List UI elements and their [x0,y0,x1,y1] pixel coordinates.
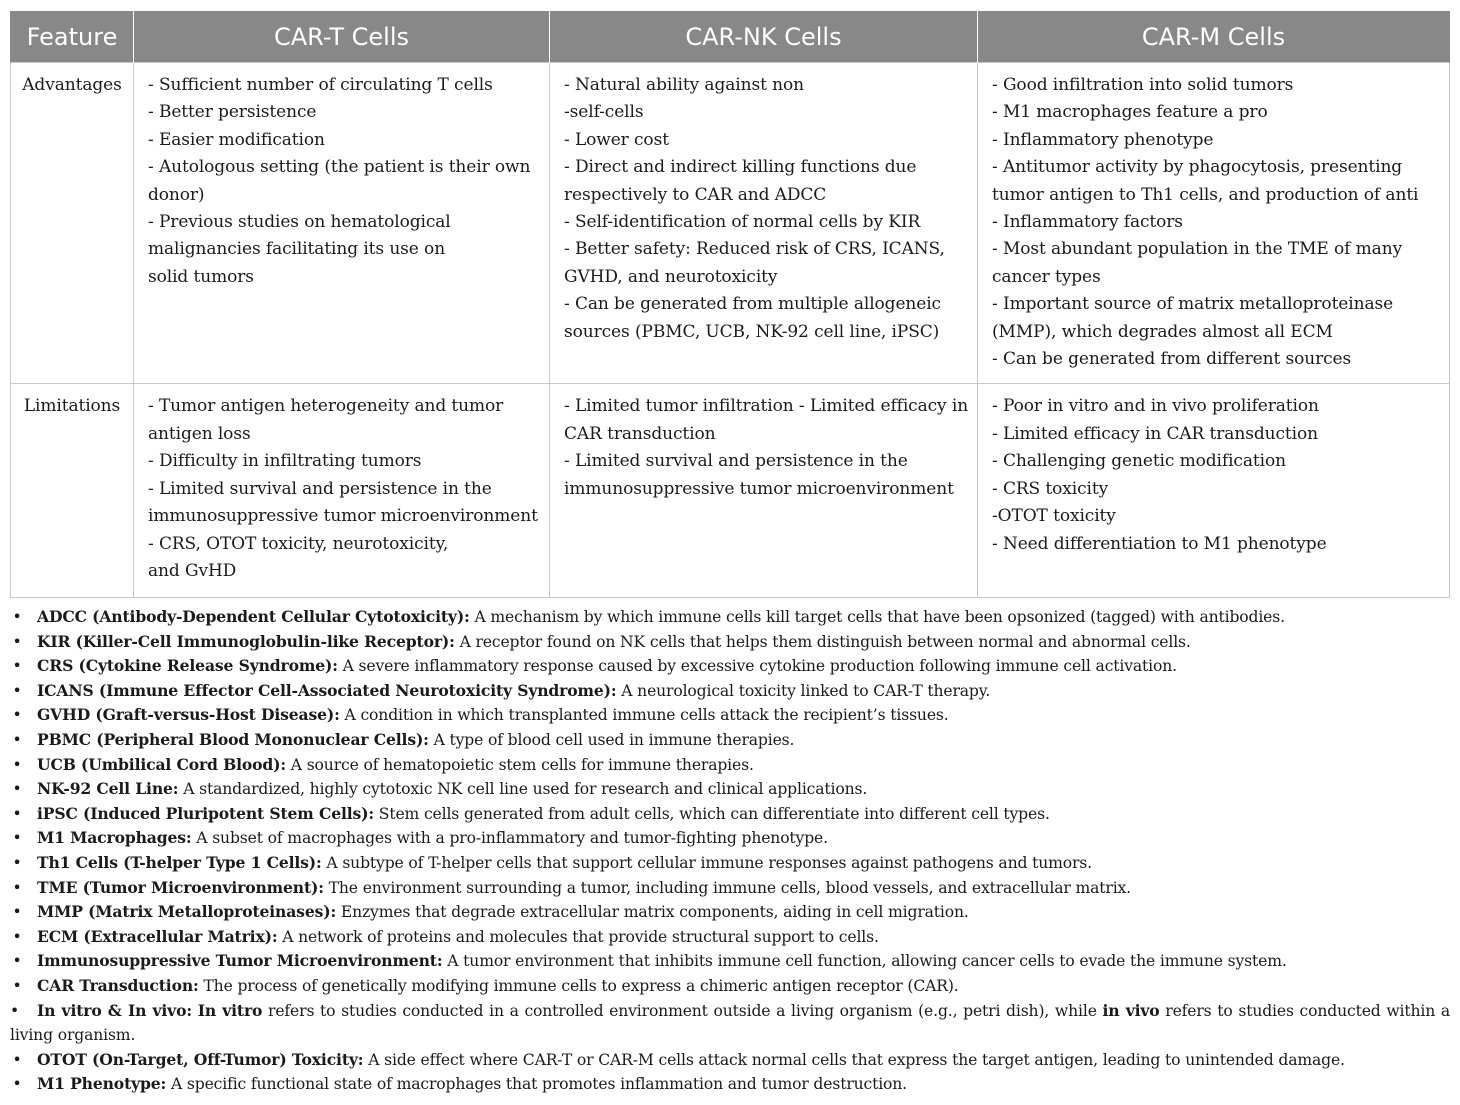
glossary-item-adcc [10,605,1450,630]
cell-line: - Self-identification of normal cells by KIR [564,212,921,233]
glossary-item-crs [10,654,1450,679]
bullet-icon: • [12,903,22,922]
cell-line: cancer types [992,266,1101,287]
cell-line: - Can be generated from multiple allogeneic [564,294,941,315]
glossary-item-pbmc [10,728,1450,753]
cell-line: - M1 macrophages feature a pro [992,102,1268,123]
feature-cell-limitations: Limitations [11,384,134,598]
comparison-table-container [10,11,1449,598]
glossary-definition: A subtype of T-helper cells that support cellular immune responses against pathogens and tumors. [321,853,1092,872]
bullet-icon: • [12,608,22,626]
bullet-icon: • [12,976,22,995]
cell-line: - Better persistence [148,102,317,123]
cell-line: - Better safety: Reduced risk of CRS, ICANS, [564,239,945,260]
glossary-definition: The process of genetically modifying immune cells to express a chimeric antigen receptor (CAR). [198,976,959,995]
cell-line: - Need differentiation to M1 phenotype [992,533,1327,554]
cell-line: - Challenging genetic modification [992,451,1286,472]
glossary-term: iPSC (Induced Pluripotent Stem Cells): [37,803,374,823]
cell-line: malignancies facilitating its use on [148,239,446,260]
cell-line: - Poor in vitro and in vivo proliferation [992,396,1319,417]
glossary-term: KIR (Killer-Cell Immunoglobulin-like Receptor): [37,631,455,651]
glossary-item-car-transduction [10,974,1450,999]
table-row-advantages [11,63,1450,384]
glossary-term: ADCC (Antibody-Dependent Cellular Cytotoxicity): [37,607,470,626]
glossary-term: PBMC (Peripheral Blood Mononuclear Cells): [37,729,429,749]
glossary-definition: refers to studies conducted within a living organism. [10,1001,1451,1045]
header-feature: Feature [11,11,134,63]
glossary-definition: A network of proteins and molecules that provide structural support to cells. [277,927,879,946]
cell-limitations-car-nk [550,384,978,598]
bullet-icon: • [12,681,22,700]
cell-line: - Autologous setting (the patient is their own [148,157,531,178]
glossary-item-th1 [10,851,1450,876]
glossary-item-mmp [10,900,1450,925]
bullet-icon: • [12,755,22,774]
bullet-icon: • [12,878,22,897]
header-car-t: CAR-T Cells [134,11,550,63]
glossary-definition: Enzymes that degrade extracellular matrix components, aiding in cell migration. [336,903,969,922]
glossary-item-ucb [10,753,1450,778]
bullet-icon: • [12,706,22,725]
comparison-table [10,11,1450,598]
glossary-item-gvhd [10,703,1450,728]
glossary-item-ecm [10,925,1450,950]
cell-line: donor) [148,184,205,205]
glossary-term: ECM (Extracellular Matrix): [37,926,278,946]
cell-line: solid tumors [148,266,254,287]
bullet-icon: • [12,780,22,799]
glossary-item-invitro-invivo [10,999,1450,1048]
glossary-definition: The environment surrounding a tumor, including immune cells, blood vessels, and extracellular matrix. [323,878,1131,897]
bullet-icon: • [10,1001,20,1020]
glossary-item-ipsc [10,802,1450,827]
glossary-term: CAR Transduction: [37,975,199,995]
bullet-icon: • [12,1050,22,1069]
cell-line: and GvHD [148,560,237,581]
glossary-definition: A standardized, highly cytotoxic NK cell line used for research and clinical applications. [178,780,868,799]
cell-line: - Limited efficacy in CAR transduction [992,423,1318,444]
glossary-term: In vitro & In vivo: [37,1000,192,1020]
cell-line: immunosuppressive tumor microenvironment [564,478,954,499]
feature-cell-advantages: Advantages [11,63,134,384]
glossary-definition: Stem cells generated from adult cells, which can differentiate into different cell types. [373,804,1050,823]
glossary-item-m1-macrophages [10,826,1450,851]
header-car-m: CAR-M Cells [978,11,1450,63]
bullet-icon: • [12,829,22,848]
glossary-term: NK-92 Cell Line: [37,779,179,799]
glossary-term: ICANS (Immune Effector Cell-Associated Neurotoxicity Syndrome): [37,680,617,700]
glossary-term: M1 Macrophages: [37,828,192,848]
cell-limitations-car-m [978,384,1450,598]
glossary-definition: A neurological toxicity linked to CAR-T therapy. [616,681,991,700]
cell-line: tumor antigen to Th1 cells, and production of anti [992,184,1419,205]
glossary-item-immunosuppressive-tme [10,949,1450,974]
cell-line: - Lower cost [564,129,669,150]
glossary-list [10,605,1450,1097]
glossary-term: CRS (Cytokine Release Syndrome): [37,656,338,676]
glossary-item-kir [10,630,1450,655]
cell-line: immunosuppressive tumor microenvironment [148,506,538,527]
cell-line: - Good infiltration into solid tumors [992,75,1294,95]
cell-line: - Natural ability against non [564,75,804,95]
glossary-term-in-vivo: in vivo [1102,1000,1160,1020]
cell-line: antigen loss [148,423,251,444]
cell-advantages-car-t [134,63,550,384]
glossary-definition: A source of hematopoietic stem cells for immune therapies. [285,755,754,774]
cell-line: - Direct and indirect killing functions due [564,157,917,178]
glossary-item-nk92 [10,777,1450,802]
cell-line: -self-cells [564,102,644,123]
glossary-item-otot [10,1048,1450,1073]
table-row-limitations [11,384,1450,598]
table-header-row [11,11,1450,63]
glossary-term: GVHD (Graft-versus-Host Disease): [37,705,340,725]
bullet-icon: • [12,927,22,946]
cell-line: - CRS toxicity [992,478,1109,499]
glossary-term: M1 Phenotype: [37,1074,167,1094]
cell-line: - Inflammatory phenotype [992,129,1214,150]
cell-line: - Easier modification [148,129,325,150]
glossary-definition: A receptor found on NK cells that helps them distinguish between normal and abnormal cells. [454,632,1191,651]
glossary-term: MMP (Matrix Metalloproteinases): [37,902,337,922]
cell-advantages-car-m [978,63,1450,384]
glossary-term: TME (Tumor Microenvironment): [37,877,324,897]
glossary-definition: refers to studies conducted in a controlled environment outside a living organism (e.g., petri dish), while [262,1001,1103,1020]
cell-line: - Difficulty in infiltrating tumors [148,451,422,472]
cell-line: - Limited tumor infiltration - Limited efficacy in [564,396,969,417]
glossary-term-in-vitro: In vitro [197,1000,263,1020]
cell-line: GVHD, and neurotoxicity [564,266,778,287]
cell-limitations-car-t [134,384,550,598]
cell-line: -OTOT toxicity [992,506,1116,527]
glossary-definition: A severe inflammatory response caused by excessive cytokine production following immune cell activation. [337,657,1177,676]
glossary-term: Immunosuppressive Tumor Microenvironment: [37,951,443,971]
cell-line: - Limited survival and persistence in the [564,451,908,472]
glossary-definition: A specific functional state of macrophages that promotes inflammation and tumor destruction. [166,1075,907,1094]
glossary-term: OTOT (On-Target, Off-Tumor) Toxicity: [37,1049,364,1069]
bullet-icon: • [12,853,22,872]
glossary-term: UCB (Umbilical Cord Blood): [37,754,286,774]
cell-line: sources (PBMC, UCB, NK-92 cell line, iPSC) [564,321,940,342]
cell-line: (MMP), which degrades almost all ECM [992,321,1333,342]
bullet-icon: • [12,952,22,971]
cell-advantages-car-nk [550,63,978,384]
header-car-nk: CAR-NK Cells [550,11,978,63]
cell-line: - Limited survival and persistence in the [148,478,492,499]
bullet-icon: • [12,730,22,749]
glossary-definition: A subset of macrophages with a pro-inflammatory and tumor-fighting phenotype. [191,829,828,848]
bullet-icon: • [12,1075,22,1094]
glossary-item-tme [10,876,1450,901]
glossary-item-icans [10,679,1450,704]
glossary-term: Th1 Cells (T-helper Type 1 Cells): [37,852,322,872]
cell-line: - Most abundant population in the TME of many [992,239,1403,260]
glossary-definition: A type of blood cell used in immune therapies. [428,730,795,749]
cell-line: - Previous studies on hematological [148,212,451,233]
glossary-definition: A tumor environment that inhibits immune cell function, allowing cancer cells to evade the immune system. [442,952,1287,971]
bullet-icon: • [12,632,22,651]
cell-line: - CRS, OTOT toxicity, neurotoxicity, [148,533,449,554]
cell-line: - Inflammatory factors [992,212,1183,233]
glossary-definition: A condition in which transplanted immune cells attack the recipient’s tissues. [339,706,949,725]
glossary-item-m1-phenotype [10,1072,1450,1097]
bullet-icon: • [12,804,22,823]
cell-line: - Antitumor activity by phagocytosis, presenting [992,157,1403,178]
glossary-definition: A side effect where CAR-T or CAR-M cells attack normal cells that express the target antigen, leading to unintended damage. [363,1050,1345,1069]
cell-line: - Tumor antigen heterogeneity and tumor [148,396,504,417]
cell-line: - Can be generated from different sources [992,349,1352,370]
cell-line: respectively to CAR and ADCC [564,184,827,205]
bullet-icon: • [12,657,22,676]
cell-line: - Important source of matrix metalloproteinase [992,294,1394,315]
cell-line: CAR transduction [564,423,716,444]
cell-line: - Sufficient number of circulating T cells [148,75,493,95]
glossary-definition: A mechanism by which immune cells kill target cells that have been opsonized (tagged) with antibodies. [469,608,1285,626]
